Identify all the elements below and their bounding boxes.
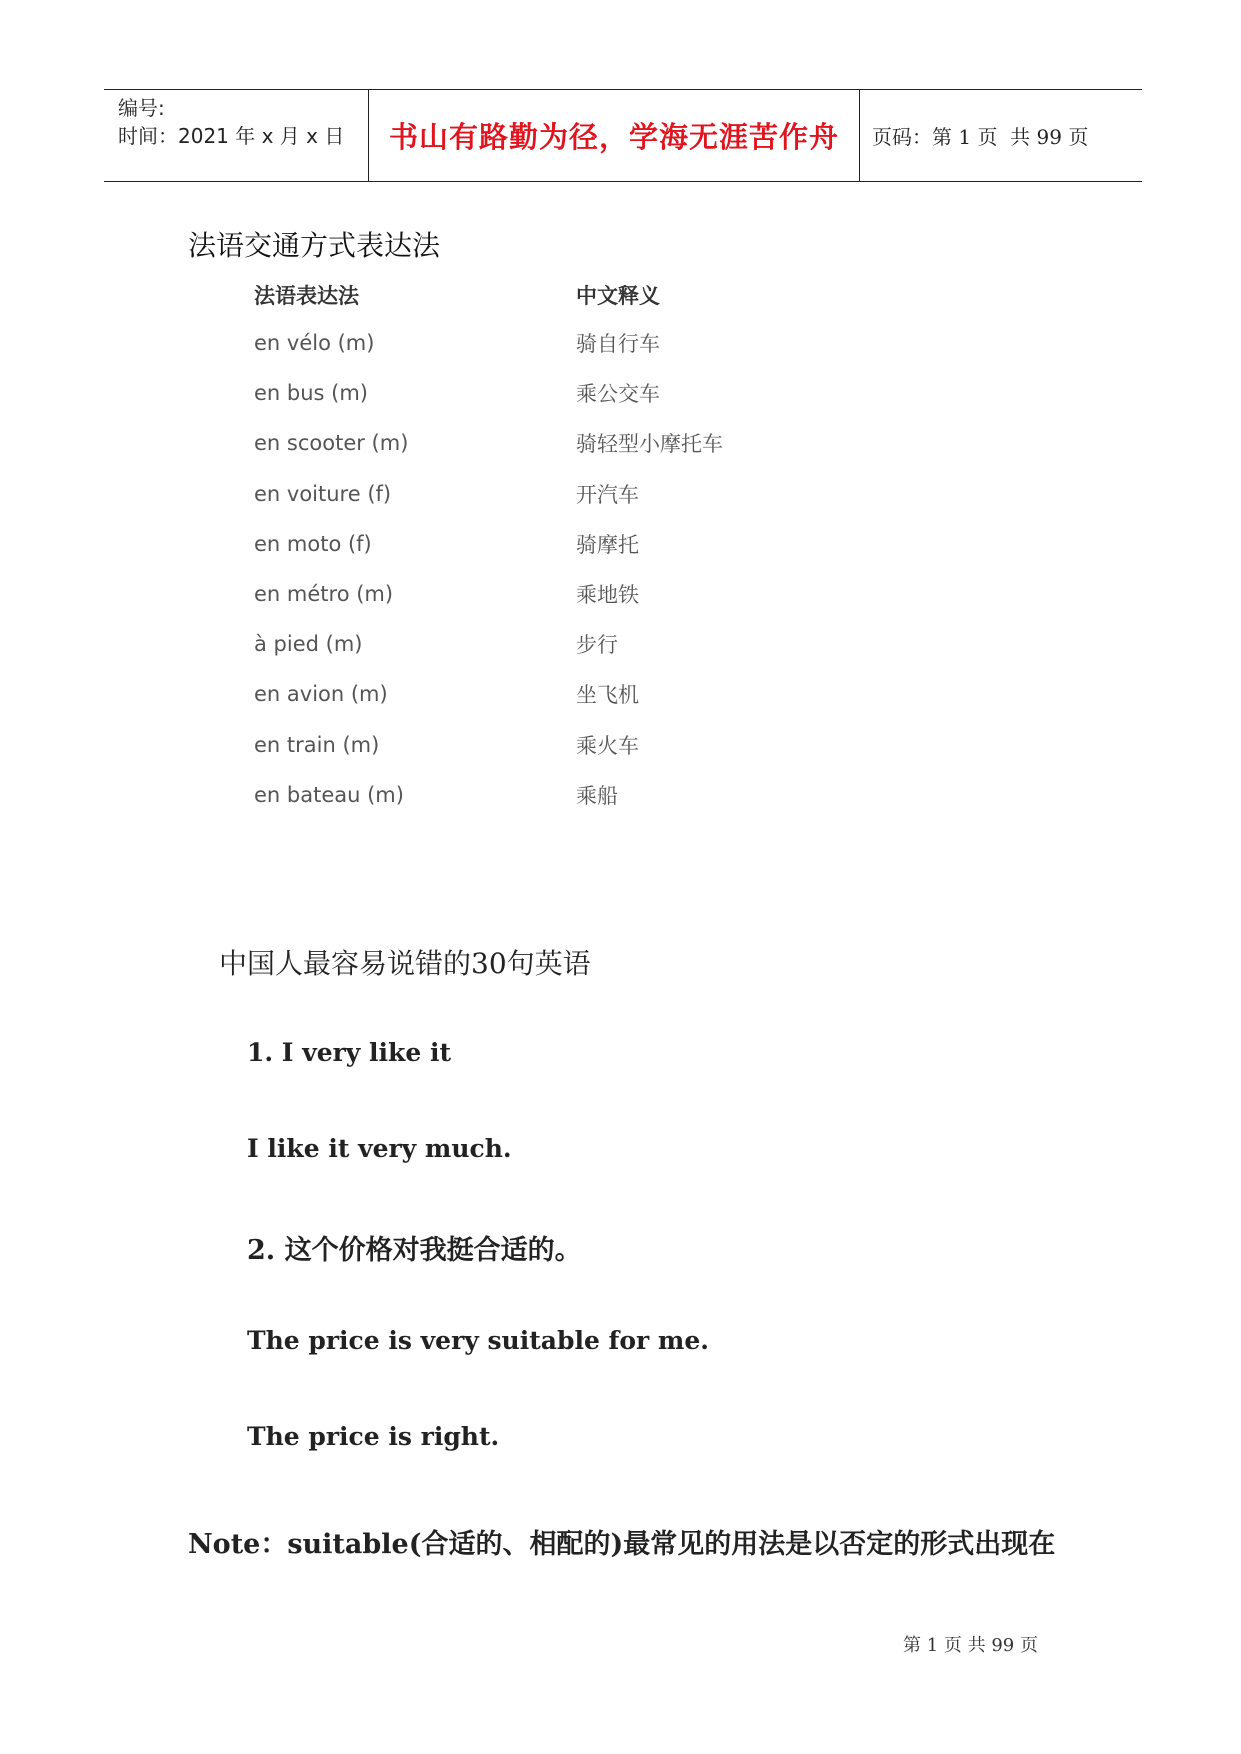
- table-row: [254, 418, 774, 468]
- table-row: [254, 519, 774, 569]
- table-row: [254, 770, 774, 820]
- vocab-table: [254, 280, 774, 820]
- item-1-wrong: 1. I very like it: [247, 1038, 452, 1067]
- time-label: 时间：2021 年 x 月 x 日: [118, 124, 345, 148]
- item-2-wrong: The price is very suitable for me.: [247, 1326, 709, 1355]
- item-2-prompt: 2. 这个价格对我挺合适的。: [247, 1235, 582, 1266]
- page-footer: 第 1 页 共 99 页: [903, 1635, 1038, 1656]
- table-row: [254, 318, 774, 368]
- chinese-meaning: 乘火车: [576, 733, 639, 758]
- header-meta: [104, 90, 369, 181]
- chinese-meaning: 坐飞机: [576, 683, 639, 708]
- chinese-meaning: 步行: [576, 633, 618, 658]
- header-page-info: 页码：第 1 页 共 99 页: [872, 125, 1089, 149]
- table-row: [254, 669, 774, 719]
- number-label: 编号:: [118, 96, 165, 120]
- french-expression: en bateau (m): [254, 782, 404, 807]
- table-row: [254, 469, 774, 519]
- french-expression: en scooter (m): [254, 431, 409, 456]
- french-expression: en avion (m): [254, 682, 388, 707]
- section-title-french-transport: 法语交通方式表达法: [188, 229, 441, 262]
- french-expression: en moto (f): [254, 531, 372, 556]
- chinese-meaning: 乘船: [576, 783, 618, 808]
- column-header-chinese: 中文释义: [576, 284, 660, 308]
- section-title-english-mistakes: 中国人最容易说错的30句英语: [219, 947, 591, 980]
- french-expression: à pied (m): [254, 632, 363, 657]
- header-motto: 书山有路勤为径，学海无涯苦作舟: [369, 90, 860, 181]
- chinese-meaning: 乘公交车: [576, 382, 660, 407]
- chinese-meaning: 骑摩托: [576, 532, 639, 557]
- table-row: [254, 720, 774, 770]
- item-1-correct: I like it very much.: [247, 1134, 512, 1163]
- table-row: [254, 569, 774, 619]
- french-expression: en train (m): [254, 732, 380, 757]
- chinese-meaning: 骑自行车: [576, 332, 660, 357]
- chinese-meaning: 骑轻型小摩托车: [576, 432, 723, 457]
- french-expression: en bus (m): [254, 381, 369, 406]
- french-expression: en voiture (f): [254, 481, 392, 506]
- chinese-meaning: 开汽车: [576, 482, 639, 507]
- usage-note: Note：suitable(合适的、相配的)最常见的用法是以否定的形式出现在: [188, 1529, 1056, 1560]
- item-2-correct: The price is right.: [247, 1422, 500, 1451]
- table-row: [254, 368, 774, 418]
- chinese-meaning: 乘地铁: [576, 583, 639, 608]
- column-header-french: 法语表达法: [254, 284, 359, 308]
- table-header-row: [254, 280, 774, 318]
- table-row: [254, 619, 774, 669]
- french-expression: en vélo (m): [254, 331, 375, 356]
- page-header: [104, 89, 1142, 182]
- french-expression: en métro (m): [254, 582, 394, 607]
